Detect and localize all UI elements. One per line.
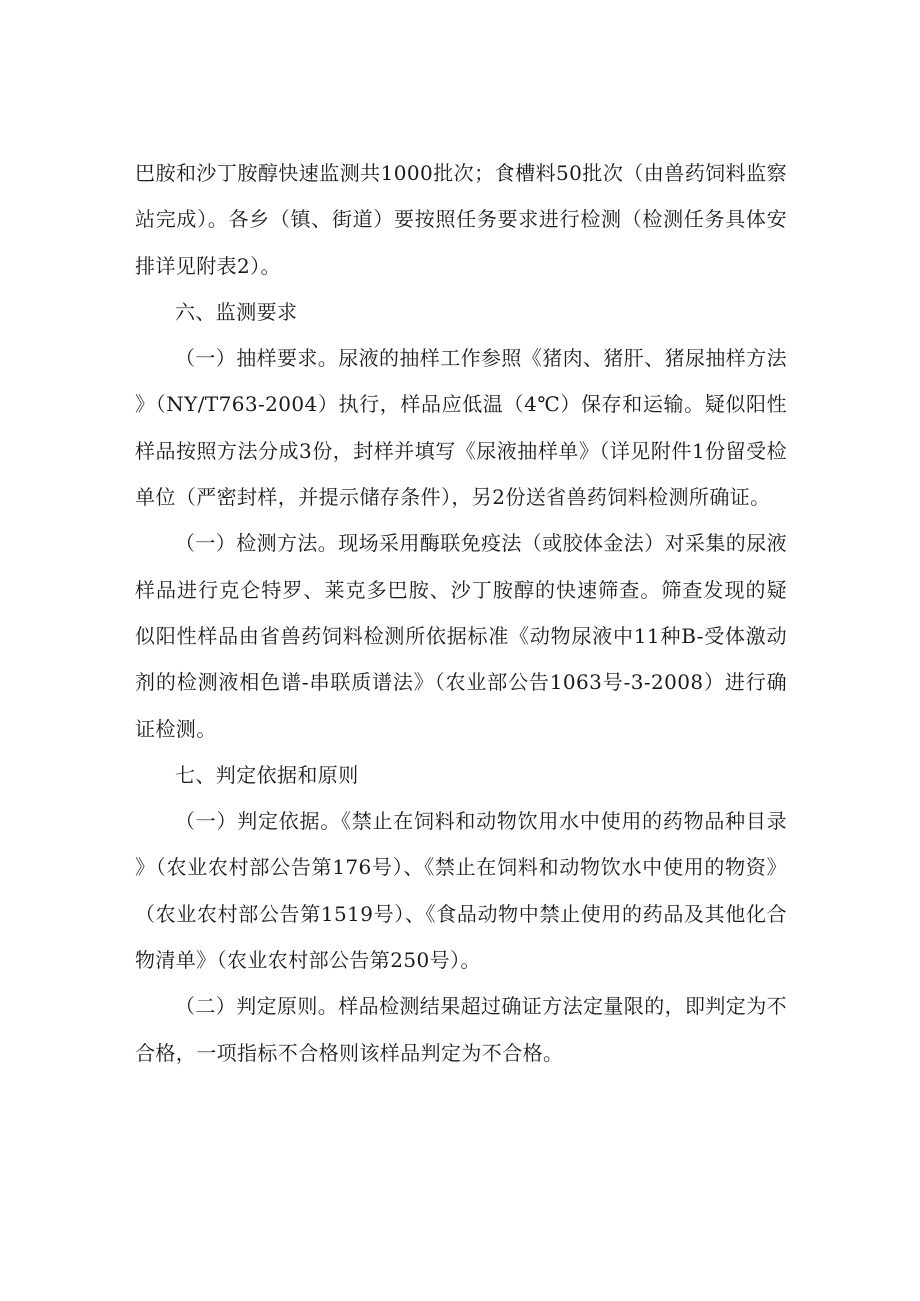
section-heading-judgment-basis: 七、判定依据和原则 <box>175 762 359 787</box>
paragraph-judgment-basis: （一）判定依据。《禁止在饲料和动物饮用水中使用的药物品种目录》（农业农村部公告第176号）、《禁止在饲料和动物饮水中使用的物资》（农业农村部公告第1519号）、《食品动物中禁止使用的药品及其他化合物清单》（农业农村部公告第250号）。 <box>135 809 787 973</box>
paragraph-task-continuation: 巴胺和沙丁胺醇快速监测共1000批次；食槽料50批次（由兽药饲料监察站完成）。各乡（镇、街道）要按照任务要求进行检测（检测任务具体安排详见附表2）。 <box>135 161 787 278</box>
paragraph-judgment-principle: （二）判定原则。样品检测结果超过确证方法定量限的，即判定为不合格，一项指标不合格则该样品判定为不合格。 <box>135 994 787 1065</box>
section-heading-monitoring-requirements: 六、监测要求 <box>175 299 298 324</box>
paragraph-sampling-requirements: （一）抽样要求。尿液的抽样工作参照《猪肉、猪肝、猪尿抽样方法》（NY/T763-2004）执行，样品应低温（4℃）保存和运输。疑似阳性样品按照方法分成3份，封样并填写《尿液抽样单》（详见附件1份留受检单位（严密封样，并提示储存条件），另2份送省兽药饲料检测所确证。 <box>135 346 787 510</box>
paragraph-detection-method: （一）检测方法。现场采用酶联免疫法（或胶体金法）对采集的尿液样品进行克仑特罗、莱克多巴胺、沙丁胺醇的快速筛查。筛查发现的疑似阳性样品由省兽药饲料检测所依据标准《动物尿液中11种B-受体激动剂的检测液相色谱-串联质谱法》（农业部公告1063号-3-2008）进行确证检测。 <box>135 531 787 741</box>
document-body <box>135 150 787 1076</box>
